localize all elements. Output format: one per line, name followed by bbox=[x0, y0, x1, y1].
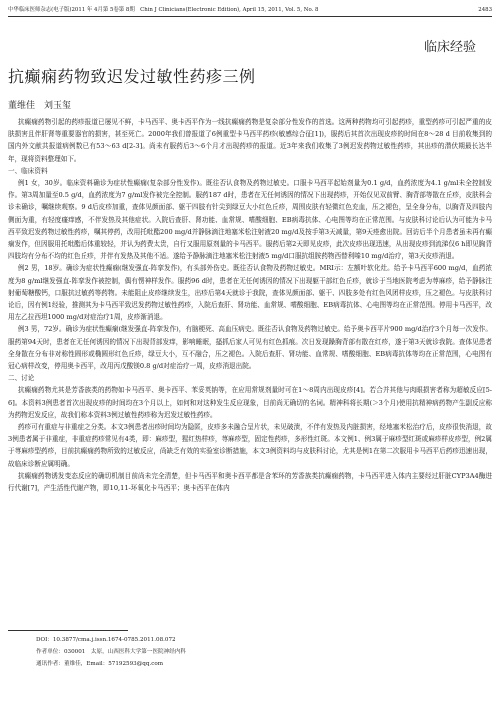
body-paragraph: 例3 男，72岁。确诊为症状性癫痫(继发强直-阵挛发作)，有脑梗死、高血压病史。既往否认食物及药物过敏史。给予奥卡西平片900 mg/d治疗3个月每一次发作。服药第94天时，患者在无任何诱因的情况下出现背部发痒，影响睡眠，搔抓后家人可见有红色抓痕。次日发现躁胸背部有散在红疹，遂于第3天就诊我院。查体见患者全身散在分布非对称性圆形或椭圆形红色丘疹，绿豆大小，互不融合，压之褪色。入院后查肝、肾功能、血常规、嗜酸细胞、EB病毒抗体等均在正常范围，心电图有冠心病样改变，停用奥卡西平，改用丙戊酸镁0.8 g/d对症治疗一周，皮疹消退出院。 bbox=[8, 325, 492, 371]
footnote-separator bbox=[8, 630, 128, 631]
article-body bbox=[8, 116, 492, 494]
running-header bbox=[8, 6, 492, 20]
footnote-correspondence: 通讯作者：董维佳，Email：57192593@qq.com bbox=[36, 661, 164, 667]
body-paragraph: 例1 女，30岁。临床资料确诊为症状性癫痫(复杂部分性发作)。既往否认食物及药物过敏史。口服卡马西平起始剂量为0.1 g/d，血药浓度为4.1 g/ml未全控制发作。第3周加量至0.5 g/d，血药浓度为7 g/ml发作被完全控制。服药187 d时，患者在无任何诱因的情况下出现药疹，开始仅见双前臂、胸背部等散在丘疹，皮肤科会诊未确诊，嘱继续观察。9 d后皮疹加重，查体见颜面部、躯干四肢有针尖到绿豆大小红色丘疹，周围皮肤有轻微红色充血，压之褪色，呈全身分布，以胸背及四肢内侧面为重，有轻度瘙痒感，不伴发热及其他症状。入院后查肝、肾功能、血常规、嗜酸细胞、EB病毒抗体、心电图等均在正常范围。与皮肤科讨论后认为可能为卡马西平致迟发药物过敏性药疹，嘱其停药，改用托吡酯200 mg/d并静脉滴注地塞米松注射液20 mg/d及按手第3天减量，第9天痊愈出院。回访后半个月患者虽未再有癫痫发作，但因服用托吡酯后体重较轻，并认为药费太贵，自行又服用原剂量的卡马西平。服药后第2天即见皮疹，此次皮疹出现迅速，从出现皮疹到流涕仅6 h即见胸背四肢均有分布不均的红色丘疹，并伴有发热及其他不适。遂给予静脉滴注地塞米松注射液5 mg/d口服抗组胺药物西替利嗪10 mg/d治疗，第3天皮疹消退。 bbox=[8, 179, 492, 261]
section-heading: 二、讨论 bbox=[8, 374, 35, 383]
journal-citation: 中华临床医师杂志(电子版)2011 年 4月第 5卷第 8期 Chin J Clinicians(Electronic Edition), April 15, 2011, Vol. 5, No. 8 bbox=[8, 7, 319, 13]
footnote-affiliation: 作者单位：030001 太原，山西医科大学第一医院神经内科 bbox=[36, 649, 187, 655]
body-paragraph: 药疹可有重症与非重症之分类。本文3例患者出疹时间均为隐匿，皮疹多未融合呈片状，未见破溃，不伴有发热及内脏损害，经地塞米松治疗后，皮疹很快消退，故3例患者属于非重症，非重症药疹常见有4类，即：麻疹型，猩红热样疹，荨麻疹型，固定性药疹，多形性红斑。本文例1、例3属于麻疹型红斑或麻疹样皮疹型，例2属于荨麻疹型药疹，目前抗癫痫药物所致的过敏反应，尚缺乏有效的实验室诊断措施，本文3例资料均与皮肤科讨论，尤其是例1在第二次服用卡马西平后药疹迅速出现，故临床诊断应属明确。 bbox=[8, 423, 492, 468]
body-paragraph: 例2 男，18岁。确诊为症状性癫痫(继发强直-阵挛发作)，有头部外伤史。既往否认食物及药物过敏史。MRI示：左额叶软化灶。给予卡马西平600 mg/d，血药浓度为8 g/ml继发强直-阵挛发作被控制，偶有愣神样发作。服药96 d时，患者在无任何诱因的情况下出现躯干部红色丘疹，就诊于当地医院考虑为荨麻疹，给予静脉注射葡萄糖酸钙，口服抗过敏药等药物。未能阻止皮疹继续发生，出疹后第4天就诊于我院，查体见颜面部、躯干、四肢多处有红色风团样皮疹，压之褪色。与皮肤科讨论后，因有例1经验，推测其为卡马西平致迟发药物过敏性药疹，入院后查肝、肾功能、血常规、嗜酸细胞、EB病毒抗体、心电图等均在正常范围。停用卡马西平，改用左乙拉西坦1000 mg/d对症治疗1周，皮疹渐消退。 bbox=[8, 264, 492, 322]
article-authors: 董维佳 刘玉玺 bbox=[8, 101, 72, 111]
section-heading: 一、临床资料 bbox=[8, 166, 48, 175]
body-paragraph: 抗癫痫药物引起的药疹报道已屡见不鲜，卡马西平、奥卡西平作为一线抗癫痫药物是复杂部分性发作的首选。这两种药物均可引起药疹，重型药疹可引起严重的皮肤损害且伴肝肾等重要器官的损害，甚至死亡。2000年我们曾报道了6例重型卡马西平药疹(敏感综合征[1])，服药后其首次出现皮疹的时间在8～28 d 目前收集到的国内外文献共报道病例数已有53～63 d[2-3]。尚未有服药后3～6个月才出现药疹的报道。近3年来我们收集了3例迟发药物过敏性药疹，其出疹的潜伏期最长达半年，现将资料整理如下。 bbox=[8, 118, 492, 163]
header-rule bbox=[8, 16, 492, 17]
footnotes bbox=[36, 634, 186, 670]
section-label: 临床经验 bbox=[423, 40, 476, 55]
body-paragraph: 抗癫痫药物诱发变态反应的确切机制目前尚未完全清楚，但卡马西平和奥卡西平都是含苯环的芳香族类抗癫痫药物，卡马西平进入体内主要经过肝脏CYP3A4酶进行代谢[7]，产生活性代谢产物，即10,11-环氧化卡马西平；奥卡西平在体内 bbox=[8, 471, 492, 493]
article-title: 抗癫痫药物致迟发过敏性药疹三例 bbox=[8, 67, 256, 86]
body-paragraph: 抗癫痫药物尤其是芳香族类的药物如卡马西平、奥卡西平、苯妥英钠等，在应用常规剂量时可在1～8周内出现皮疹[4]。若合并其他与肉眼损害者称为超敏反应[5-6]。本资料3例患者首次出现皮疹的时间均在3个月以上，如何和对这种发生反应现象，目前尚无确切的名词。精神科将长期(＞3个月)使用抗精神病药物产生副反应称为药物迟发反应，故我们称本资料3例过敏性药疹称为迟发过敏性药疹。 bbox=[8, 386, 492, 419]
footnote-doi: DOI：10.3877/cma.j.issn.1674-0785.2011.08.072 bbox=[36, 637, 176, 643]
page-number: 2483 bbox=[478, 7, 492, 13]
